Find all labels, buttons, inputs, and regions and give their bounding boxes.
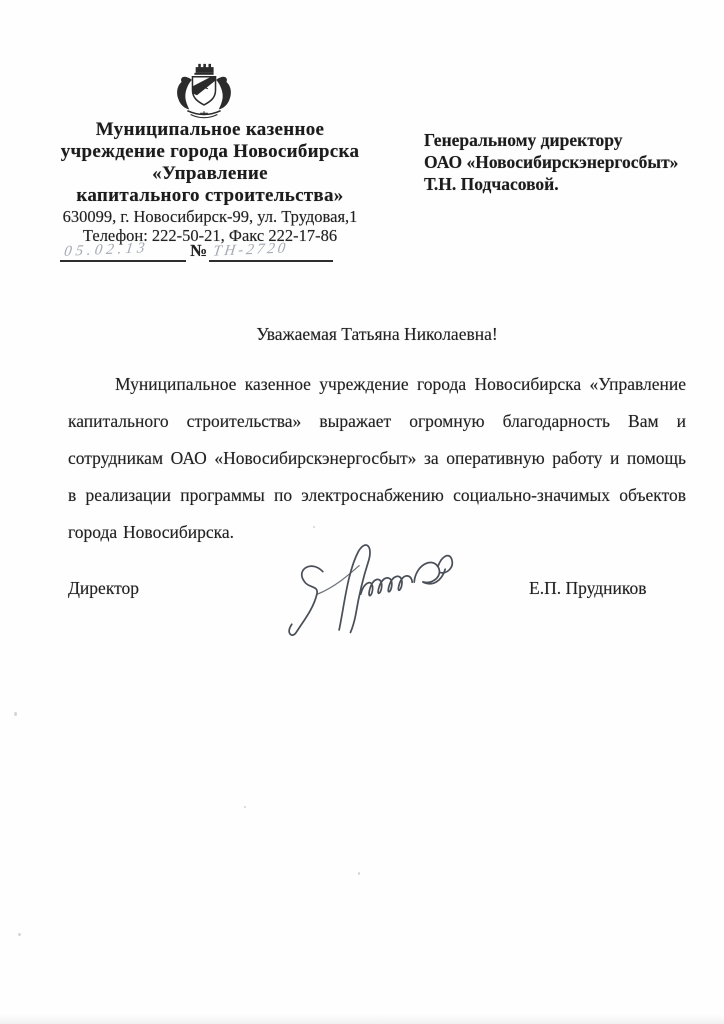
recipient-name: Т.Н. Подчасовой. (424, 174, 559, 194)
ref-date-number-line (60, 238, 340, 264)
salutation: Уважаемая Татьяна Николаевна! (256, 324, 498, 344)
scan-speckle (358, 872, 360, 875)
recipient-position: Генеральному директору (424, 130, 623, 150)
date-underline (60, 238, 186, 262)
letter-body: Муниципальное казенное учреждение города Новосибирска «Управление капитального строительства» выражает огромную благодарность Вам и сотрудникам ОАО «Новосибирскэнергосбыт» за оперативную работу и помощь в реализации программы по электроснабжению социально-значимых объектов города Новосибирска. (68, 374, 686, 542)
org-name-line3: «Управление (152, 163, 268, 184)
handwritten-signature-icon (275, 527, 480, 639)
signer-name: Е.П. Прудников (529, 578, 647, 598)
recipient-block (424, 129, 704, 195)
scan-speckle (14, 712, 17, 716)
signer-title: Директор (68, 578, 140, 598)
org-phone-fax: Телефон: 222-50-21, Факс 222-17-86 (82, 226, 338, 245)
handwritten-date: 05.02.13 (63, 240, 150, 260)
scan-speckle (313, 526, 315, 528)
recipient-company: ОАО «Новосибирскэнергосбыт» (424, 152, 679, 172)
handwritten-number: ТН-2720 (212, 240, 290, 260)
org-address: 630099, г. Новосибирск-99, ул. Трудовая,1 (62, 207, 358, 226)
org-name-line1: Муниципальное казенное (95, 119, 325, 140)
number-underline (209, 238, 333, 262)
org-name-line2: учреждение города Новосибирска (60, 141, 360, 162)
scan-speckle (244, 806, 246, 808)
scan-speckle (18, 933, 21, 936)
number-sign: № (190, 241, 208, 260)
letterhead-block (36, 119, 384, 245)
novosibirsk-coat-of-arms-icon (172, 62, 236, 126)
org-name-line4: капитального строительства» (76, 185, 344, 206)
